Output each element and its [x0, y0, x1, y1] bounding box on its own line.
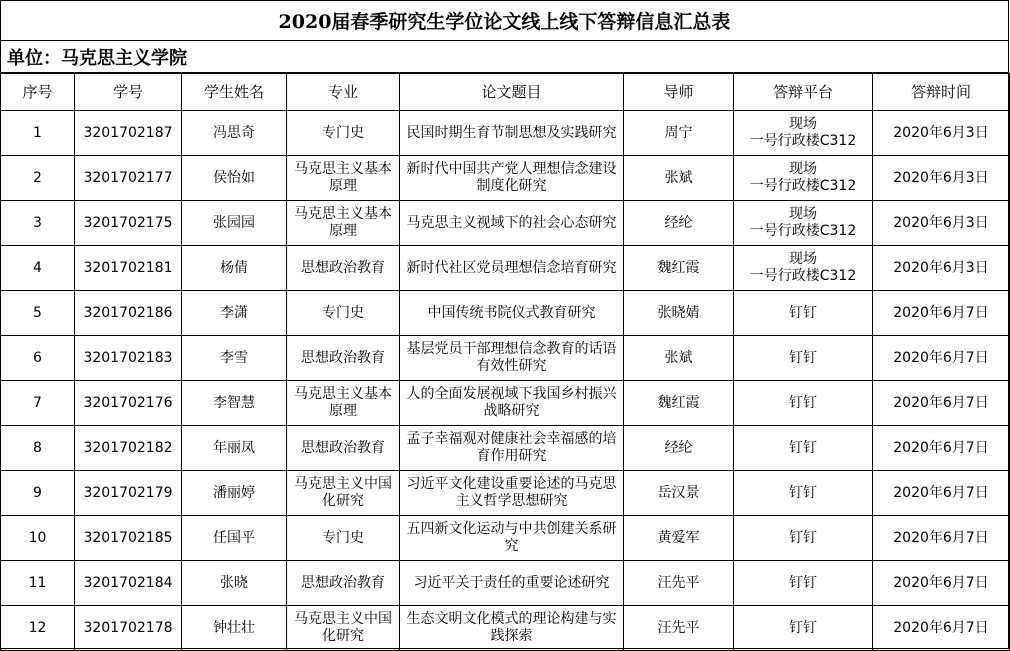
cell-student-id[interactable]: 3201702187	[75, 111, 182, 156]
cell-date[interactable]: 2020年6月7日	[873, 381, 1010, 426]
platform-line-2: 一号行政楼C312	[749, 223, 857, 239]
header-cell[interactable]: 导师	[624, 74, 734, 111]
table-row	[1, 561, 1010, 606]
cell-date[interactable]: 2020年6月7日	[873, 336, 1010, 381]
table-row	[1, 156, 1010, 201]
cell-no[interactable]: 2	[1, 156, 75, 201]
cell-platform[interactable]	[734, 246, 873, 291]
table-row	[1, 111, 1010, 156]
cell-name[interactable]: 潘丽婷	[182, 471, 287, 516]
cell-date[interactable]: 2020年6月3日	[873, 201, 1010, 246]
cell-thesis[interactable]: 新时代社区党员理想信念培育研究	[400, 246, 624, 291]
cell-no[interactable]: 11	[1, 561, 75, 606]
table-row	[1, 516, 1010, 561]
table-row	[1, 291, 1010, 336]
cell-advisor[interactable]: 黄爱军	[624, 516, 734, 561]
cell-no[interactable]: 12	[1, 606, 75, 651]
header-cell[interactable]: 学生姓名	[182, 74, 287, 111]
cell-no[interactable]: 10	[1, 516, 75, 561]
cell-thesis[interactable]: 习近平关于责任的重要论述研究	[400, 561, 624, 606]
cell-platform[interactable]: 钉钉	[734, 426, 873, 471]
header-cell[interactable]: 答辩时间	[873, 74, 1010, 111]
cell-major[interactable]: 思想政治教育	[287, 246, 400, 291]
cell-thesis[interactable]: 人的全面发展视域下我国乡村振兴战略研究	[400, 381, 624, 426]
cell-student-id[interactable]: 3201702185	[75, 516, 182, 561]
cell-advisor[interactable]: 岳汉景	[624, 471, 734, 516]
cell-thesis[interactable]: 孟子幸福观对健康社会幸福感的培育作用研究	[400, 426, 624, 471]
cell-date[interactable]: 2020年6月3日	[873, 111, 1010, 156]
cell-date[interactable]: 2020年6月3日	[873, 246, 1010, 291]
cell-major[interactable]: 马克思主义基本原理	[287, 156, 400, 201]
cell-platform[interactable]	[734, 156, 873, 201]
platform-line-1: 现场	[789, 206, 817, 222]
cell-no[interactable]: 9	[1, 471, 75, 516]
cell-name[interactable]: 张晓	[182, 561, 287, 606]
table-row	[1, 381, 1010, 426]
cell-advisor[interactable]: 魏红霞	[624, 381, 734, 426]
table-row	[1, 201, 1010, 246]
cell-thesis[interactable]: 五四新文化运动与中共创建关系研究	[400, 516, 624, 561]
platform-line-2: 一号行政楼C312	[749, 268, 857, 284]
cell-advisor[interactable]: 张斌	[624, 156, 734, 201]
cell-date[interactable]: 2020年6月7日	[873, 426, 1010, 471]
cell-advisor[interactable]: 汪先平	[624, 561, 734, 606]
unit-label: 单位：马克思主义学院	[0, 41, 1008, 73]
cell-name[interactable]: 冯思奇	[182, 111, 287, 156]
cell-thesis[interactable]: 基层党员干部理想信念教育的话语有效性研究	[400, 336, 624, 381]
cell-platform[interactable]	[734, 111, 873, 156]
cell-platform[interactable]: 钉钉	[734, 561, 873, 606]
cell-advisor[interactable]: 经纶	[624, 426, 734, 471]
cell-platform[interactable]: 钉钉	[734, 381, 873, 426]
cell-no[interactable]: 3	[1, 201, 75, 246]
cell-advisor[interactable]: 周宁	[624, 111, 734, 156]
defense-info-table	[0, 73, 1010, 651]
platform-line-2: 一号行政楼C312	[749, 133, 857, 149]
cell-advisor[interactable]: 汪先平	[624, 606, 734, 651]
cell-student-id[interactable]: 3201702181	[75, 246, 182, 291]
cell-student-id[interactable]: 3201702178	[75, 606, 182, 651]
cell-no[interactable]: 4	[1, 246, 75, 291]
cell-thesis[interactable]: 民国时期生育节制思想及实践研究	[400, 111, 624, 156]
cell-major[interactable]: 思想政治教育	[287, 561, 400, 606]
cell-date[interactable]: 2020年6月7日	[873, 516, 1010, 561]
cell-student-id[interactable]: 3201702183	[75, 336, 182, 381]
platform-line-1: 现场	[789, 251, 817, 267]
cell-student-id[interactable]: 3201702179	[75, 471, 182, 516]
cell-major[interactable]: 思想政治教育	[287, 426, 400, 471]
cell-no[interactable]: 5	[1, 291, 75, 336]
cell-platform[interactable]: 钉钉	[734, 471, 873, 516]
cell-major[interactable]: 专门史	[287, 516, 400, 561]
cell-student-id[interactable]: 3201702175	[75, 201, 182, 246]
cell-student-id[interactable]: 3201702184	[75, 561, 182, 606]
cell-advisor[interactable]: 经纶	[624, 201, 734, 246]
table-row	[1, 471, 1010, 516]
cell-platform[interactable]: 钉钉	[734, 336, 873, 381]
header-cell[interactable]: 序号	[1, 74, 75, 111]
cell-date[interactable]: 2020年6月7日	[873, 291, 1010, 336]
cell-advisor[interactable]: 魏红霞	[624, 246, 734, 291]
cell-thesis[interactable]: 新时代中国共产党人理想信念建设制度化研究	[400, 156, 624, 201]
cell-platform[interactable]: 钉钉	[734, 516, 873, 561]
cell-name[interactable]: 张园园	[182, 201, 287, 246]
header-row	[1, 74, 1010, 111]
cell-student-id[interactable]: 3201702182	[75, 426, 182, 471]
cell-no[interactable]: 6	[1, 336, 75, 381]
table-row	[1, 336, 1010, 381]
header-cell[interactable]: 论文题目	[400, 74, 624, 111]
platform-line-2: 一号行政楼C312	[749, 178, 857, 194]
cell-name[interactable]: 钟壮壮	[182, 606, 287, 651]
table-row	[1, 606, 1010, 651]
platform-line-1: 现场	[789, 161, 817, 177]
cell-no[interactable]: 8	[1, 426, 75, 471]
cell-student-id[interactable]: 3201702176	[75, 381, 182, 426]
cell-platform[interactable]: 钉钉	[734, 606, 873, 651]
header-cell[interactable]: 专业	[287, 74, 400, 111]
cell-name[interactable]: 李雪	[182, 336, 287, 381]
cell-date[interactable]: 2020年6月7日	[873, 606, 1010, 651]
cell-no[interactable]: 1	[1, 111, 75, 156]
cell-name[interactable]: 年丽凤	[182, 426, 287, 471]
cell-name[interactable]: 李潇	[182, 291, 287, 336]
cell-major[interactable]: 马克思主义基本原理	[287, 201, 400, 246]
sheet-title: 2020届春季研究生学位论文线上线下答辩信息汇总表	[0, 0, 1008, 41]
cell-advisor[interactable]: 张晓婧	[624, 291, 734, 336]
cell-platform[interactable]	[734, 201, 873, 246]
cell-name[interactable]: 李智慧	[182, 381, 287, 426]
platform-line-1: 现场	[789, 116, 817, 132]
cell-major[interactable]: 马克思主义中国化研究	[287, 606, 400, 651]
cell-thesis[interactable]: 马克思主义视域下的社会心态研究	[400, 201, 624, 246]
table-row	[1, 246, 1010, 291]
cell-thesis[interactable]: 习近平文化建设重要论述的马克思主义哲学思想研究	[400, 471, 624, 516]
cell-major[interactable]: 马克思主义中国化研究	[287, 471, 400, 516]
cell-name[interactable]: 侯怡如	[182, 156, 287, 201]
cell-thesis[interactable]: 中国传统书院仪式教育研究	[400, 291, 624, 336]
header-cell[interactable]: 学号	[75, 74, 182, 111]
table-row	[1, 426, 1010, 471]
cell-date[interactable]: 2020年6月7日	[873, 561, 1010, 606]
cell-name[interactable]: 任国平	[182, 516, 287, 561]
cell-major[interactable]: 专门史	[287, 111, 400, 156]
cell-no[interactable]: 7	[1, 381, 75, 426]
cell-advisor[interactable]: 张斌	[624, 336, 734, 381]
cell-major[interactable]: 专门史	[287, 291, 400, 336]
cell-name[interactable]: 杨倩	[182, 246, 287, 291]
cell-student-id[interactable]: 3201702177	[75, 156, 182, 201]
cell-student-id[interactable]: 3201702186	[75, 291, 182, 336]
cell-date[interactable]: 2020年6月3日	[873, 156, 1010, 201]
cell-major[interactable]: 思想政治教育	[287, 336, 400, 381]
cell-date[interactable]: 2020年6月7日	[873, 471, 1010, 516]
cell-major[interactable]: 马克思主义基本原理	[287, 381, 400, 426]
cell-thesis[interactable]: 生态文明文化模式的理论构建与实践探索	[400, 606, 624, 651]
header-cell[interactable]: 答辩平台	[734, 74, 873, 111]
cell-platform[interactable]: 钉钉	[734, 291, 873, 336]
